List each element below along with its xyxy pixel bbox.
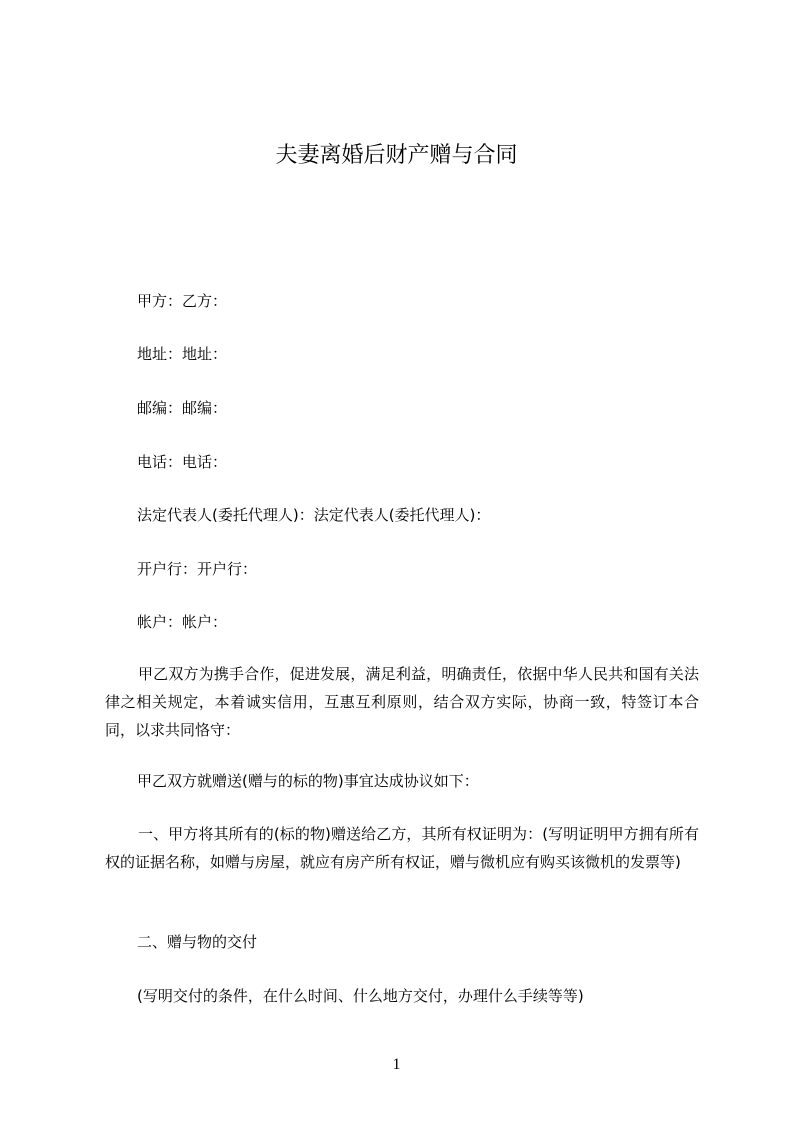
party-line-phone: 电话：电话： [137, 453, 228, 471]
clause-1-paragraph: 一、甲方将其所有的(标的物)赠送给乙方，其所有权证明为：(写明证明甲方拥有所有权的证据名称，如赠与房屋，就应有房产所有权证，赠与微机应有购买该微机的发票等) [105, 825, 699, 871]
preamble-paragraph: 甲乙双方为携手合作，促进发展，满足利益，明确责任，依据中华人民共和国有关法律之相关规定，本着诚实信用，互惠互利原则，结合双方实际，协商一致，特签订本合同，以求共同恪守： [105, 665, 699, 739]
party-line-name: 甲方：乙方： [137, 292, 228, 310]
party-line-bank: 开户行：开户行： [137, 560, 258, 578]
clause-2-heading: 二、赠与物的交付 [137, 933, 258, 951]
party-line-postcode: 邮编：邮编： [137, 399, 228, 417]
page-number: 1 [392, 1056, 401, 1073]
agreement-intro: 甲乙双方就赠送(赠与的标的物)事宜达成协议如下： [137, 772, 479, 790]
party-line-account: 帐户：帐户： [137, 613, 228, 631]
document-title: 夫妻离婚后财产赠与合同 [275, 143, 518, 168]
party-line-legal-rep: 法定代表人(委托代理人)：法定代表人(委托代理人)： [137, 506, 491, 524]
party-line-address: 地址：地址： [137, 345, 228, 363]
clause-2-note: (写明交付的条件，在什么时间、什么地方交付，办理什么手续等等) [137, 987, 584, 1005]
